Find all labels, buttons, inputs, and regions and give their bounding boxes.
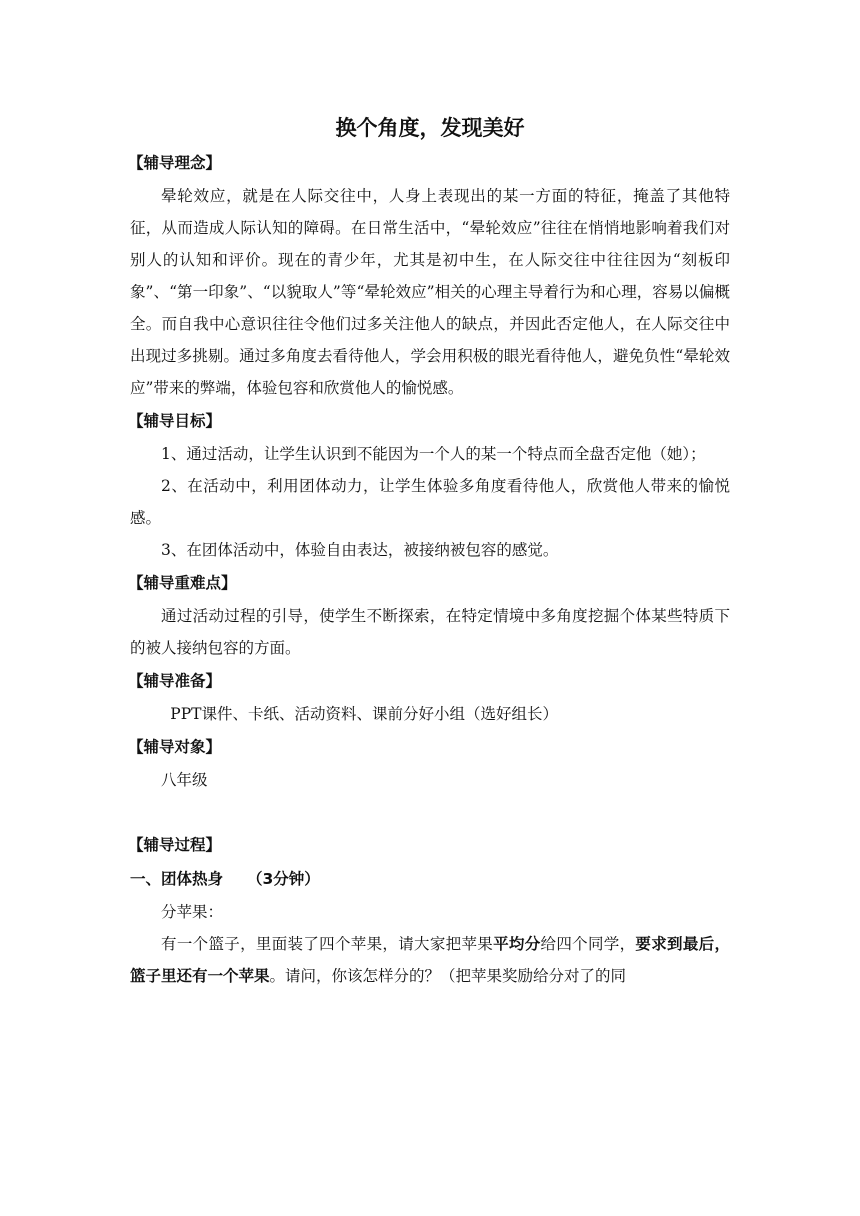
heading-target: 【辅导对象】 [128,738,222,756]
heading-process: 【辅导过程】 [128,836,222,854]
activity-paragraph [130,928,730,992]
page-title: 换个角度，发现美好 [335,116,525,140]
difficulty-paragraph: 通过活动过程的引导，使学生不断探索，在特定情境中多角度挖掘个体某些特质下的被人接纳包容的方面。 [130,607,730,657]
section-label: 一、团体热身 [130,870,224,888]
activity-emphasis: 平均分 [493,935,541,953]
goal-item: 3、在团体活动中，体验自由表达，被接纳被包容的感觉。 [161,541,559,559]
goal-item: 2、在活动中，利用团体动力，让学生体验多角度看待他人，欣赏他人带来的愉悦感。 [130,477,730,527]
activity-text: 给四个同学， [540,935,636,953]
goal-item: 1、通过活动，让学生认识到不能因为一个人的某一个特点而全盘否定他（她）； [161,445,706,463]
heading-difficulty: 【辅导重难点】 [128,574,237,592]
preparation-paragraph: PPT课件、卡纸、活动资料、课前分好小组（选好组长） [170,705,558,723]
heading-preparation: 【辅导准备】 [128,672,222,690]
section-warmup [130,862,730,896]
target-paragraph: 八年级 [161,771,208,789]
heading-concept: 【辅导理念】 [128,154,222,172]
blank-line [130,796,730,828]
document-body [130,146,730,992]
section-duration: （3分钟） [247,870,320,888]
heading-goals: 【辅导目标】 [128,412,222,430]
activity-emphasis: 要求到最后，篮子里还有一个苹果 [130,935,730,985]
activity-name: 分苹果： [161,903,224,921]
concept-paragraph: 晕轮效应，就是在人际交往中，人身上表现出的某一方面的特征，掩盖了其他特征，从而造成人际认知的障碍。在日常生活中，“晕轮效应”往往在悄悄地影响着我们对别人的认知和评价。现在的青少年，尤其是初中生，在人际交往中往往因为“刻板印象”、“第一印象”、“以貌取人”等“晕轮效应”相关的心理主导着行为和心理，容易以偏概全。而自我中心意识往往令他们过多关注他人的缺点，并因此否定他人，在人际交往中出现过多挑剔。通过多角度去看待他人，学会用积极的眼光看待他人，避免负性“晕轮效应”带来的弊端，体验包容和欣赏他人的愉悦感。 [130,187,730,397]
activity-text: 。请问，你该怎样分的？（把苹果奖励给分对了的同 [269,967,627,985]
activity-text: 有一个篮子，里面装了四个苹果，请大家把苹果 [161,935,494,953]
